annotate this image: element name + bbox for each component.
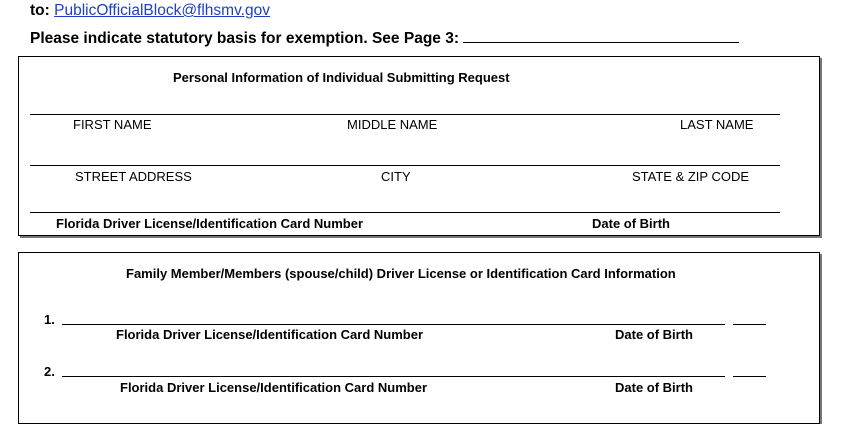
license-entry-line[interactable] [30,212,780,213]
member-1-number: 1. [44,312,55,327]
family-members-heading: Family Member/Members (spouse/child) Driver License or Identification Card Information [126,266,676,281]
exemption-prompt-text: Please indicate statutory basis for exemption. See Page 3: [30,30,459,47]
email-link[interactable]: PublicOfficialBlock@flhsmv.gov [54,2,270,19]
member-2-license-label: Florida Driver License/Identification Card Number [120,380,428,395]
exemption-basis-field[interactable] [463,30,739,43]
last-name-label: LAST NAME [680,117,754,132]
member-2-dob-label: Date of Birth [615,380,693,395]
city-label: CITY [381,169,411,184]
member-2-license-line[interactable] [62,376,725,377]
exemption-prompt [30,30,739,48]
member-1-license-label: Florida Driver License/Identification Card Number [116,327,424,342]
address-entry-line[interactable] [30,165,780,166]
email-prefix: to: [30,2,50,19]
first-name-label: FIRST NAME [73,117,152,132]
personal-info-heading: Personal Information of Individual Submitting Request [173,70,510,85]
member-2-dob-line[interactable] [733,376,766,377]
middle-name-label: MIDDLE NAME [347,117,438,132]
license-number-label: Florida Driver License/Identification Card Number [56,216,364,231]
street-address-label: STREET ADDRESS [75,169,192,184]
member-1-dob-line[interactable] [733,324,766,325]
page-top-edge [0,0,850,2]
member-1-dob-label: Date of Birth [615,327,693,342]
member-1-license-line[interactable] [62,324,725,325]
member-2-number: 2. [44,364,55,379]
email-instruction [30,2,270,20]
state-zip-label: STATE & ZIP CODE [632,169,750,184]
date-of-birth-label: Date of Birth [592,216,670,231]
name-entry-line[interactable] [30,114,780,115]
